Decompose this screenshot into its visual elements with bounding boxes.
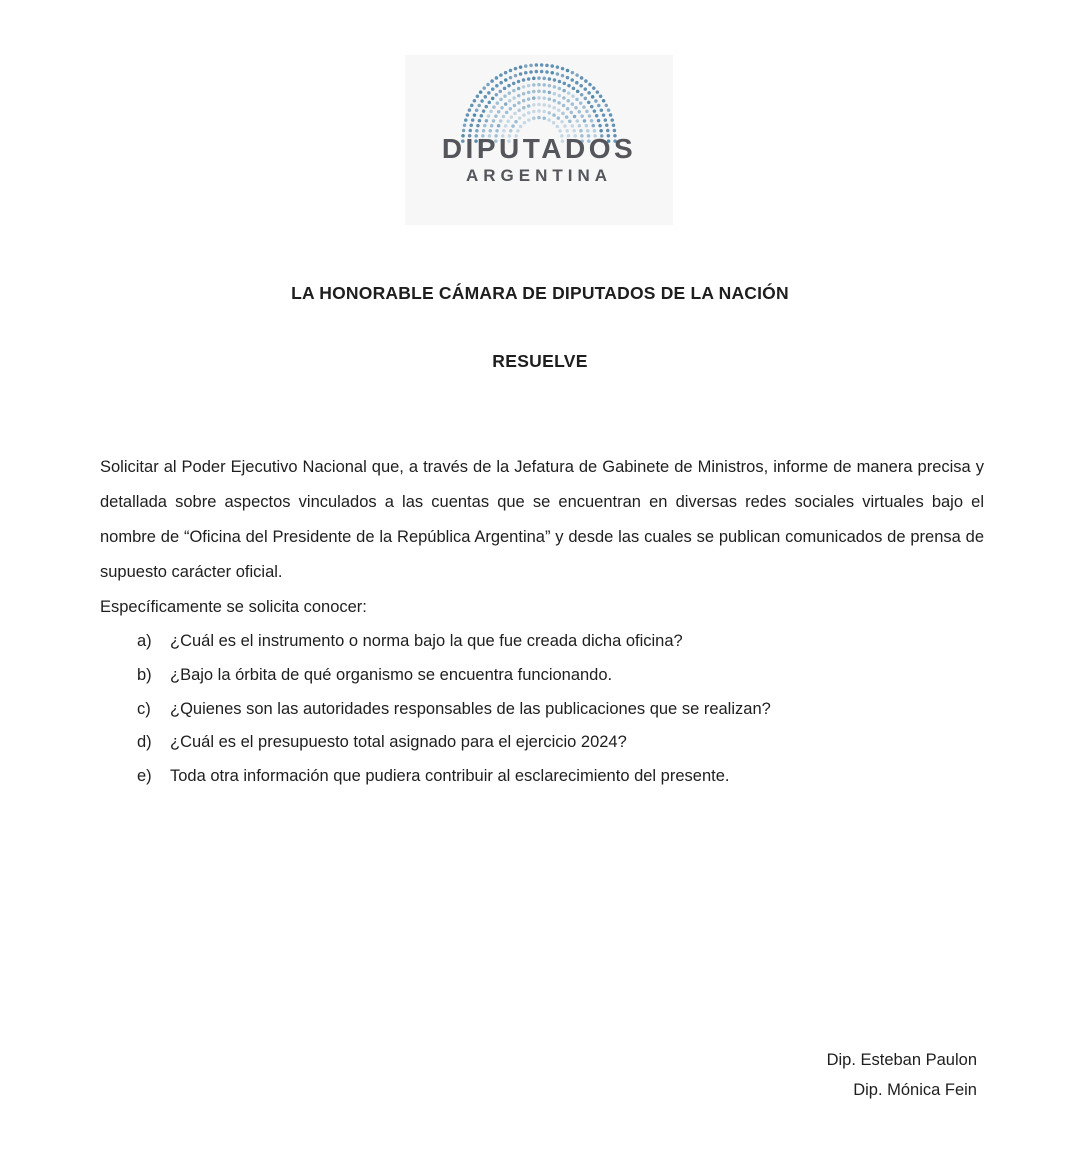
logo-subtitle: ARGENTINA (465, 166, 613, 185)
list-item-marker: a) (137, 632, 152, 650)
document-body (100, 450, 984, 794)
list-item (100, 760, 984, 794)
document-heading: LA HONORABLE CÁMARA DE DIPUTADOS DE LA NACIÓN (291, 283, 789, 303)
list-item-marker: e) (137, 767, 152, 786)
list-item-text: ¿Bajo la órbita de qué organismo se encuentra funcionando. (170, 665, 613, 684)
list-item-text: ¿Cuál es el instrumento o norma bajo la que fue creada dicha oficina? (170, 632, 683, 650)
list-item (100, 693, 984, 727)
list-item (100, 625, 984, 659)
list-item-marker: d) (137, 733, 152, 752)
signature-line: Dip. Esteban Paulon (826, 1051, 977, 1069)
list-item (100, 726, 984, 760)
signature-block (827, 1045, 977, 1105)
list-item (100, 659, 984, 693)
logo-title: DIPUTADOS (441, 133, 637, 164)
list-item-marker: c) (137, 699, 151, 718)
intro-paragraph: Solicitar al Poder Ejecutivo Nacional que, a través de la Jefatura de Gabinete de Ministros, informe de manera precisa y detallada sobre aspectos vinculados a las cuentas que se encuentran en diversas redes sociales virtuales bajo el nombre de “Oficina del Presidente de la República Argentina” y desde las cuales se publican comunicados de prensa de supuesto carácter oficial. (100, 458, 984, 581)
request-lead: Específicamente se solicita conocer: (100, 598, 367, 616)
list-item-marker: b) (137, 665, 152, 684)
diputados-logo (405, 55, 673, 225)
list-item-text: ¿Quienes son las autoridades responsables de las publicaciones que se realizan? (170, 699, 771, 718)
signature-line: Dip. Mónica Fein (853, 1081, 977, 1099)
list-item-text: Toda otra información que pudiera contribuir al esclarecimiento del presente. (170, 767, 730, 786)
request-list (100, 625, 984, 794)
document-subheading: RESUELVE (492, 351, 588, 371)
list-item-text: ¿Cuál es el presupuesto total asignado para el ejercicio 2024? (170, 733, 627, 752)
